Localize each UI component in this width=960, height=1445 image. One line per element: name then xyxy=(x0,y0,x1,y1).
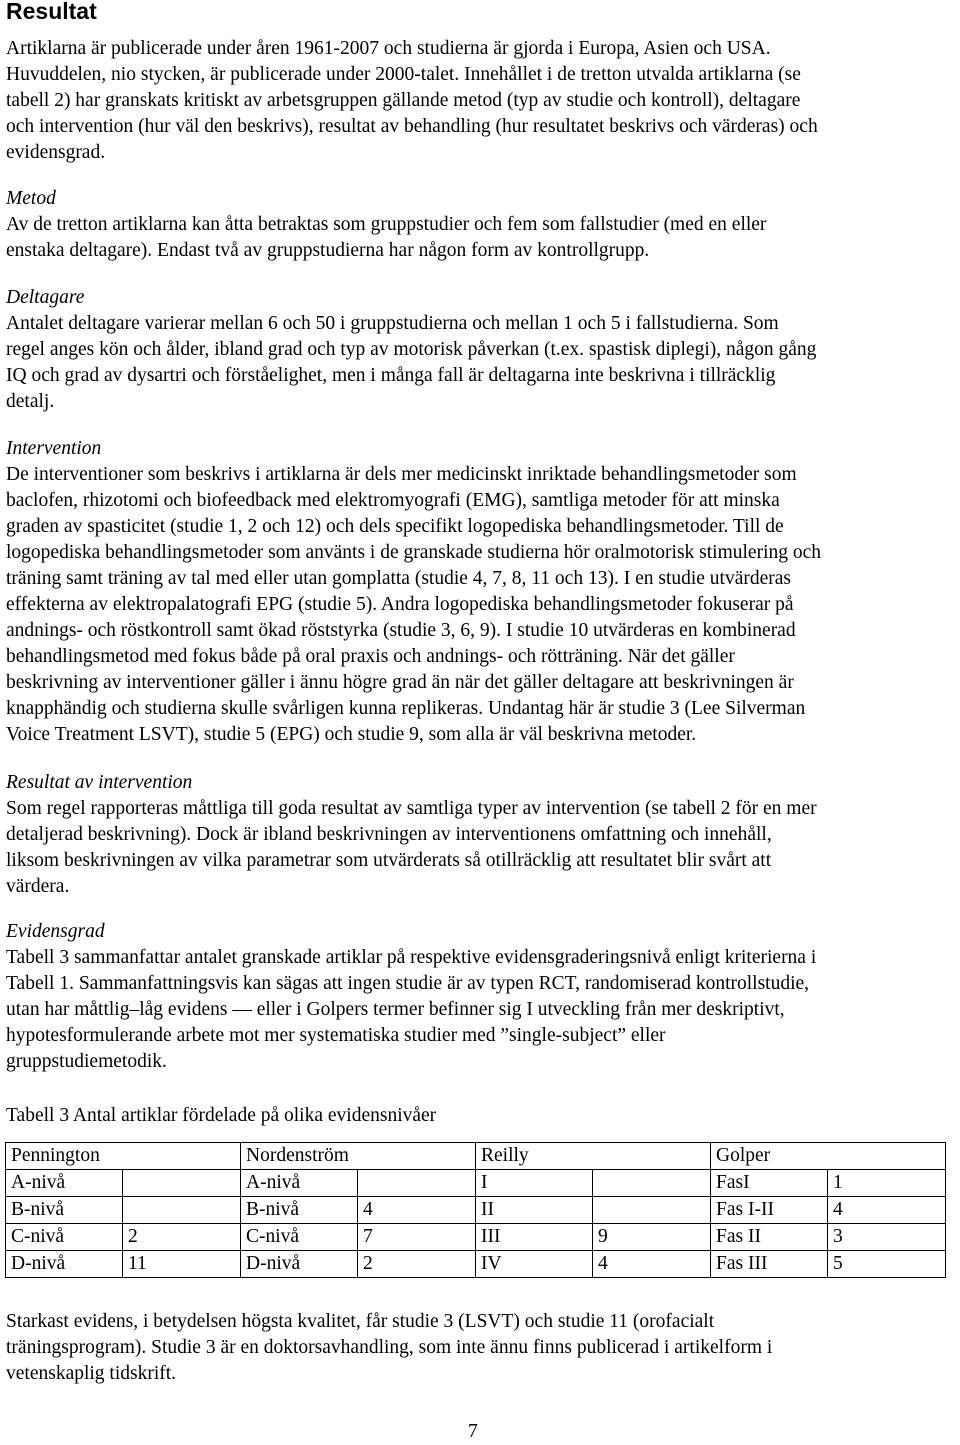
text-line: andnings- och röstkontroll samt ökad röststyrka (studie 3, 6, 9). I studie 10 utvärderas en kombinerad xyxy=(6,620,796,641)
text-line: logopediska behandlingsmetoder som använts i de granskade studierna hör oralmotorisk stimulering och xyxy=(6,542,822,563)
text-line: tabell 2) har granskats kritiskt av arbetsgruppen gällande metod (typ av studie och kontroll), deltagare xyxy=(6,90,801,111)
table-cell: FasI xyxy=(711,1170,828,1197)
table-cell: B-nivå xyxy=(241,1197,358,1224)
intro-paragraph xyxy=(6,36,958,166)
deltagare-heading: Deltagare xyxy=(6,287,85,308)
table-cell: C-nivå xyxy=(241,1224,358,1251)
text-line: baclofen, rhizotomi och biofeedback med elektromyografi (EMG), samtliga metoder för att minska xyxy=(6,490,780,511)
table-cell xyxy=(593,1197,711,1224)
table-row xyxy=(6,1224,946,1251)
table-cell: 11 xyxy=(123,1251,241,1278)
text-line: Tabell 1. Sammanfattningsvis kan sägas att ingen studie är av typen RCT, randomiserad kontrollstudie, xyxy=(6,973,810,994)
text-line: Av de tretton artiklarna kan åtta betraktas som gruppstudier och fem som fallstudier (med en eller xyxy=(6,214,767,235)
table-cell: 4 xyxy=(828,1197,946,1224)
table-cell: C-nivå xyxy=(6,1224,123,1251)
evidence-level-table xyxy=(5,1142,946,1278)
text-line: hypotesformulerande arbete mot mer systematiska studier med ”single-subject” eller xyxy=(6,1025,666,1046)
text-line: träningsprogram). Studie 3 är en doktorsavhandling, som inte ännu finns publicerad i artikelform i xyxy=(6,1337,773,1358)
table-header-cell: Golper xyxy=(711,1143,946,1170)
table-caption: Tabell 3 Antal artiklar fördelade på olika evidensnivåer xyxy=(6,1105,437,1126)
table-header-cell: Nordenström xyxy=(241,1143,476,1170)
table-cell: Fas I-II xyxy=(711,1197,828,1224)
table-cell: A-nivå xyxy=(6,1170,123,1197)
table-cell: III xyxy=(476,1224,593,1251)
text-line: graden av spasticitet (studie 1, 2 och 12) och dels specifikt logopediska behandlingsmetoder. Till de xyxy=(6,516,784,537)
text-line: gruppstudiemetodik. xyxy=(6,1051,167,1072)
text-line: effekterna av elektropalatografi EPG (studie 5). Andra logopediska behandlingsmetoder fokuserar på xyxy=(6,594,794,615)
table-cell: 7 xyxy=(358,1224,476,1251)
table-header-cell: Pennington xyxy=(6,1143,241,1170)
text-line: De interventioner som beskrivs i artiklarna är dels mer medicinskt inriktade behandlingsmetoder som xyxy=(6,464,797,485)
text-line: Starkast evidens, i betydelsen högsta kvalitet, får studie 3 (LSVT) och studie 11 (orofacialt xyxy=(6,1311,715,1332)
table-cell: Fas III xyxy=(711,1251,828,1278)
table-cell: 1 xyxy=(828,1170,946,1197)
table-cell: 5 xyxy=(828,1251,946,1278)
table-cell: B-nivå xyxy=(6,1197,123,1224)
evidensgrad-section xyxy=(6,919,958,1075)
table-cell: I xyxy=(476,1170,593,1197)
table-cell: IV xyxy=(476,1251,593,1278)
table-cell: 2 xyxy=(123,1224,241,1251)
table-cell: 4 xyxy=(593,1251,711,1278)
text-line: detaljerad beskrivning). Dock är ibland beskrivningen av interventionens omfattning och innehåll, xyxy=(6,824,772,845)
text-line: Tabell 3 sammanfattar antalet granskade artiklar på respektive evidensgraderingsnivå enligt kriterierna i xyxy=(6,947,817,968)
text-line: regel anges kön och ålder, ibland grad och typ av motorisk påverkan (t.ex. spastisk diplegi), någon gång xyxy=(6,339,817,360)
table-cell: Fas II xyxy=(711,1224,828,1251)
metod-section xyxy=(6,186,958,264)
text-line: Antalet deltagare varierar mellan 6 och 50 i gruppstudierna och mellan 1 och 5 i fallstudierna. Som xyxy=(6,313,779,334)
text-line: Voice Treatment LSVT), studie 5 (EPG) och studie 9, som alla är väl beskrivna metoder. xyxy=(6,724,697,745)
evidensgrad-heading: Evidensgrad xyxy=(6,921,105,942)
table-cell: D-nivå xyxy=(6,1251,123,1278)
table-cell: 2 xyxy=(358,1251,476,1278)
text-line: vetenskaplig tidskrift. xyxy=(6,1363,177,1384)
table-cell: A-nivå xyxy=(241,1170,358,1197)
table-row xyxy=(6,1251,946,1278)
table-header-row xyxy=(6,1143,946,1170)
text-line: och intervention (hur väl den beskrivs), resultat av behandling (hur resultatet beskrivs och värderas) och xyxy=(6,116,818,137)
table-cell: 3 xyxy=(828,1224,946,1251)
text-line: knapphändig och studierna skulle svårligen kunna replikeras. Undantag här är studie 3 (Lee Silverman xyxy=(6,698,806,719)
table-row xyxy=(6,1197,946,1224)
text-line: liksom beskrivningen av vilka parametrar som utvärderats så otillräcklig att resultatet blir svårt att xyxy=(6,850,772,871)
table-cell xyxy=(123,1197,241,1224)
conclusion-paragraph xyxy=(6,1309,958,1387)
text-line: evidensgrad. xyxy=(6,142,106,163)
text-line: värdera. xyxy=(6,876,70,897)
text-line: Som regel rapporteras måttliga till goda resultat av samtliga typer av intervention (se tabell 2 för en mer xyxy=(6,798,817,819)
table-cell: II xyxy=(476,1197,593,1224)
intervention-heading: Intervention xyxy=(6,438,102,459)
text-line: Artiklarna är publicerade under åren 1961-2007 och studierna är gjorda i Europa, Asien och USA. xyxy=(6,38,771,59)
text-line: behandlingsmetod med fokus både på oral praxis och andnings- och rötträning. När det gäller xyxy=(6,646,735,667)
table-cell xyxy=(123,1170,241,1197)
resultat-av-intervention-section xyxy=(6,770,958,900)
table-header-cell: Reilly xyxy=(476,1143,711,1170)
deltagare-section xyxy=(6,285,958,415)
metod-heading: Metod xyxy=(6,188,56,209)
section-heading: Resultat xyxy=(6,0,97,24)
table-cell: D-nivå xyxy=(241,1251,358,1278)
text-line: träning samt träning av tal med eller utan gomplatta (studie 4, 7, 8, 11 och 13). I en studie utvärderas xyxy=(6,568,792,589)
text-line: Huvuddelen, nio stycken, är publicerade under 2000-talet. Innehållet i de tretton utvalda artiklarna (se xyxy=(6,64,801,85)
table-cell: 9 xyxy=(593,1224,711,1251)
table-row xyxy=(6,1170,946,1197)
table-cell xyxy=(593,1170,711,1197)
text-line: IQ och grad av dysartri och förståelighet, men i många fall är deltagarna inte beskrivna i tillräcklig xyxy=(6,365,776,386)
text-line: enstaka deltagare). Endast två av gruppstudierna har någon form av kontrollgrupp. xyxy=(6,240,650,261)
text-line: utan har måttlig–låg evidens — eller i Golpers termer befinner sig I utveckling från mer deskriptivt, xyxy=(6,999,785,1020)
text-line: beskrivning av interventioner gäller i ännu högre grad än när det gäller deltagare att beskrivningen är xyxy=(6,672,794,693)
resultat-av-intervention-heading: Resultat av intervention xyxy=(6,772,193,793)
intervention-section xyxy=(6,436,958,748)
table-cell xyxy=(358,1170,476,1197)
page-number: 7 xyxy=(468,1421,478,1442)
text-line: detalj. xyxy=(6,391,55,412)
table-cell: 4 xyxy=(358,1197,476,1224)
